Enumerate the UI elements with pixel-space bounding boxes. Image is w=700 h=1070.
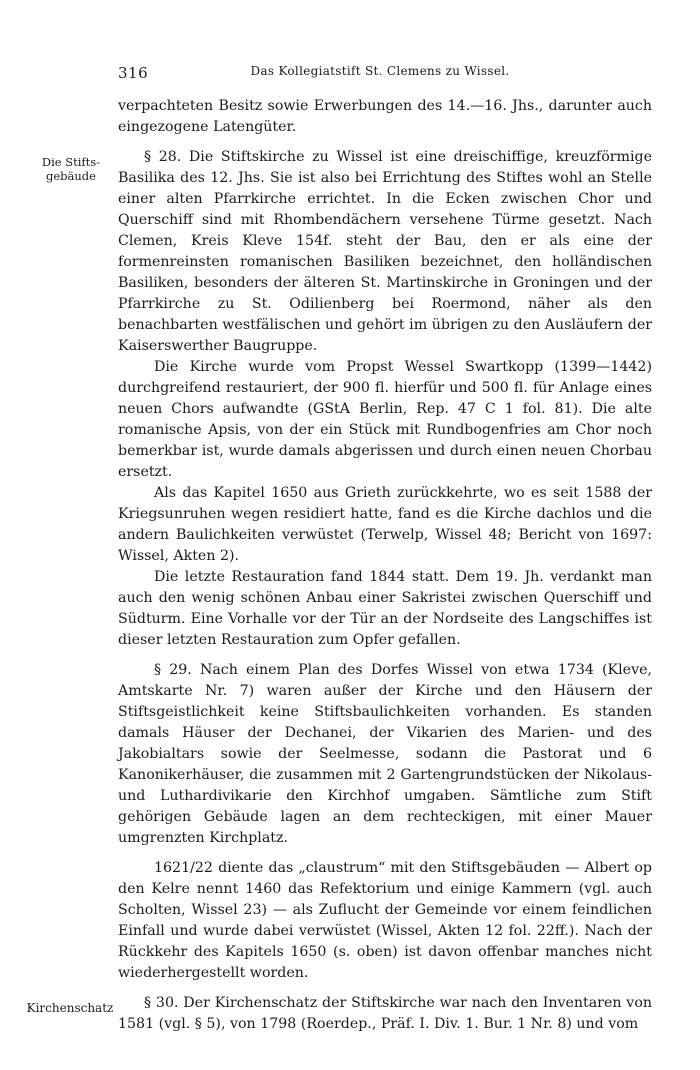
paragraph-section-30: § 30. Der Kirchenschatz der Stiftskirche war nach den Inventaren von 1581 (vgl. § 5), von 1798 (Roerdep., Präf. I. Div. 1. Bur. 1 Nr. 8) und vom [118,995,652,1032]
paragraph-gap [118,651,652,660]
paragraph-section-28: § 28. Die Stiftskirche zu Wissel ist eine dreischiffige, kreuzförmige Basilika des 12. Jhs. Sie ist also bei Errichtung des Stiftes wohl an Stelle einer alten Pfarrkirche errichtet. In die Ecken zwischen Chor und Querschiff sind mit Rhombendächern versehene Türme gesetzt. Nach Clemen, Kreis Kleve 154f. steht der Bau, den er als eine der formenreinsten romanischen Basiliken bezeichnet, den holländischen Basiliken, besonders der älteren St. Martinskirche in Groningen und der Pfarrkirche zu St. Odilienberg bei Roermond, näher als den benachbarten westfälischen und gehört im übrigen zu den Ausläufern der Kaiserswerther Baugruppe. [118,149,652,354]
marginal-note-line: gebäude [46,169,96,183]
page-number: 316 [118,64,149,82]
paragraph: Die letzte Restauration fand 1844 statt. Dem 19. Jh. verdankt man auch den wenig schönen Anbau einer Sakristei zwischen Querschiff und Südturm. Eine Vorhalle vor der Tür an der Nordseite des Langschiffes ist dieser letzten Restauration zum Opfer gefallen. [118,569,652,648]
marginal-note-kirchenschatz: Kirchenschatz [26,1001,114,1015]
marginal-note-stiftsgebaeude [32,155,110,183]
marginal-note-line: Die Stifts- [41,155,101,169]
paragraph: Die Kirche wurde vom Propst Wessel Swartkopp (1399—1442) durchgreifend restauriert, der 900 fl. hierfür und 500 fl. für Anlage eines neuen Chors aufwandte (GStA Berlin, Rep. 47 C 1 fol. 81). Die alte romanische Apsis, von der ein Stück mit Rundbogenfries am Chor noch bemerkbar ist, wurde damals abgerissen und durch einen neuen Chorbau ersetzt. [118,359,652,480]
paragraph-gap [118,138,652,147]
paragraph-gap [118,984,652,993]
paragraph: Als das Kapitel 1650 aus Grieth zurückkehrte, wo es seit 1588 der Kriegsunruhen wegen residiert hatte, fand es die Kirche dachlos und die andern Baulichkeiten verwüstet (Terwelp, Wissel 48; Bericht von 1697: Wissel, Akten 2). [118,485,652,564]
paragraph-section-29: § 29. Nach einem Plan des Dorfes Wissel von etwa 1734 (Kleve, Amtskarte Nr. 7) waren außer der Kirche und den Häusern der Stiftsgeistlichkeit keine Stiftsbaulichkeiten vorhanden. Es standen damals Häuser der Dechanei, der Vikarien des Marien- und des Jakobialtars sowie der Seelmesse, sodann die Pastorat und 6 Kanonikerhäuser, die zusammen mit 2 Gartengrundstücken der Nikolaus- und Luthardivikarie den Kirchhof umgaben. Sämtliche zum Stift gehörigen Gebäude lagen an dem rechteckigen, mit einer Mauer umgrenzten Kirchplatz. [118,662,652,846]
paragraph-gap [118,849,652,858]
paragraph: 1621/22 diente das „claustrum“ mit den Stiftsgebäuden — Albert op den Kelre nennt 1460 das Refektorium und einige Kammern (vgl. auch Scholten, Wissel 23) — als Zuflucht der Gemeinde vor einem feindlichen Einfall und wurde dabei verwüstet (Wissel, Akten 12 fol. 22ff.). Nach der Rückkehr des Kapitels 1650 (s. oben) ist davon offenbar manches nicht wiederhergestellt worden. [118,860,652,981]
body-text [118,96,652,1035]
paragraph: verpachteten Besitz sowie Erwerbungen des 14.—16. Jhs., darunter auch eingezogene Latengüter. [118,98,652,135]
running-head: Das Kollegiatstift St. Clemens zu Wissel. [250,64,510,78]
